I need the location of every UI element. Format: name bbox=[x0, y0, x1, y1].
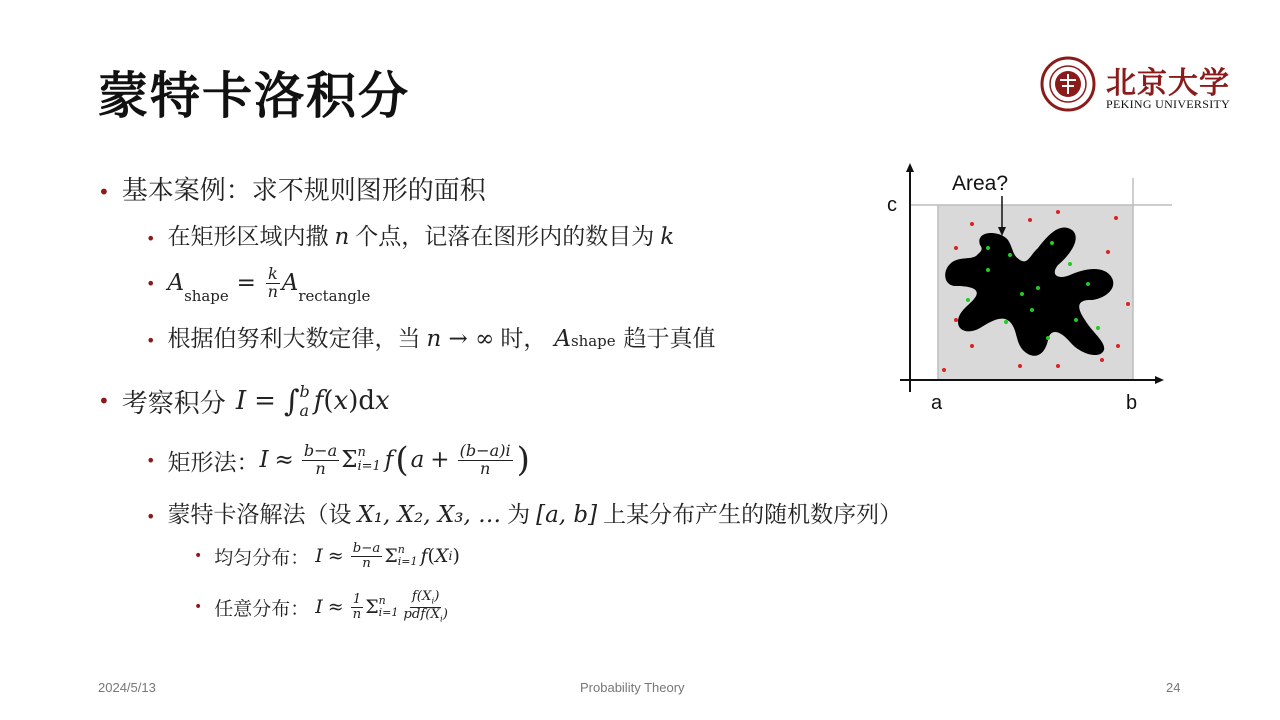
y-axis-arrow-icon bbox=[906, 163, 914, 172]
bullet-dot: • bbox=[98, 180, 110, 204]
bullet-text: 上某分布产生的随机数序列） bbox=[603, 502, 903, 528]
x-axis-label-a: a bbox=[931, 392, 943, 414]
math-k: k bbox=[660, 224, 675, 250]
bullet-dot: • bbox=[98, 389, 110, 414]
bullet-text: 基本案例：求不规则图形的面积 bbox=[121, 176, 486, 206]
bullet-dot: • bbox=[146, 273, 156, 293]
area-formula: A $_{shape}$ = $\frac{k}{n}$ A $_{rectangle}$ bbox=[167, 264, 371, 305]
bullet-rectangle-method bbox=[146, 440, 532, 480]
bullet-text: 均匀分布： bbox=[214, 546, 310, 569]
bullet-area-formula bbox=[146, 264, 371, 305]
bullet-dot: • bbox=[194, 599, 203, 616]
bullet-law-large-numbers: • 根据伯努利大数定律，当 n → ∞ 时， A shape 趋于真值 bbox=[146, 320, 716, 353]
rectangle-formula: I ≈ $\frac{b-a}{n}$ Σ n i=1 f ( a + $\frac{(b-a)i}{n}$ ) bbox=[259, 440, 530, 480]
bullet-text: 为 bbox=[507, 502, 531, 528]
math-interval: [a, b] bbox=[536, 502, 598, 528]
bullet-integral bbox=[98, 382, 390, 420]
bullet-text: 任意分布： bbox=[214, 597, 310, 620]
footer-date: 2024/5/13 bbox=[98, 680, 156, 695]
university-seal-icon bbox=[1040, 56, 1096, 112]
university-name-cn: 北京大学 bbox=[1106, 66, 1230, 101]
bullet-dot: • bbox=[146, 229, 156, 248]
integral-formula: I = ∫ b a f ( x )d x bbox=[235, 382, 390, 421]
university-logo bbox=[1040, 56, 1240, 112]
bullet-scatter-points bbox=[146, 218, 674, 251]
math-random-vars: X₁, X₂, X₃, … bbox=[357, 502, 502, 528]
page-number: 24 bbox=[1166, 680, 1181, 695]
monte-carlo-area-diagram bbox=[880, 160, 1180, 420]
university-name-en: PEKING UNIVERSITY bbox=[1106, 97, 1231, 111]
bullet-basic-case bbox=[98, 170, 486, 207]
arbitrary-formula: I ≈ $\frac{1}{n}$ Σ n i=1 $\frac{f(X_i)}{pdf(X_i)}$ bbox=[315, 589, 448, 625]
bullet-uniform bbox=[194, 542, 460, 571]
bullet-text: 趋于真值 bbox=[623, 326, 716, 352]
bullet-monte-carlo-method bbox=[146, 496, 902, 529]
bullet-dot: • bbox=[194, 548, 203, 565]
bullet-dot: • bbox=[146, 507, 156, 526]
bullet-text: 蒙特卡洛解法（设 bbox=[167, 502, 352, 528]
bullet-text: 根据伯努利大数定律，当 bbox=[167, 326, 421, 352]
bullet-text: 个点，记落在图形内的数目为 bbox=[355, 224, 655, 250]
bullet-dot: • bbox=[146, 331, 156, 350]
math-n: n bbox=[334, 224, 350, 250]
slide-title: 蒙特卡洛积分 bbox=[98, 67, 410, 125]
bullet-text: 矩形法： bbox=[167, 449, 260, 476]
uniform-formula: I ≈ $\frac{b-a}{n}$ Σ n i=1 f ( X i ) bbox=[315, 541, 460, 571]
bullet-arbitrary bbox=[194, 590, 450, 624]
footer-course-name: Probability Theory bbox=[580, 680, 685, 695]
math-limit: n → ∞ bbox=[426, 326, 495, 352]
y-axis-label-c: c bbox=[887, 194, 897, 216]
x-axis-arrow-icon bbox=[1155, 376, 1164, 384]
bullet-dot: • bbox=[146, 450, 156, 470]
bullet-text: 时， bbox=[500, 326, 547, 352]
x-axis-label-b: b bbox=[1126, 392, 1138, 414]
area-question-label: Area? bbox=[952, 172, 1009, 195]
bullet-text: 考察积分 bbox=[121, 388, 226, 419]
bullet-text: 在矩形区域内撒 bbox=[167, 224, 329, 250]
